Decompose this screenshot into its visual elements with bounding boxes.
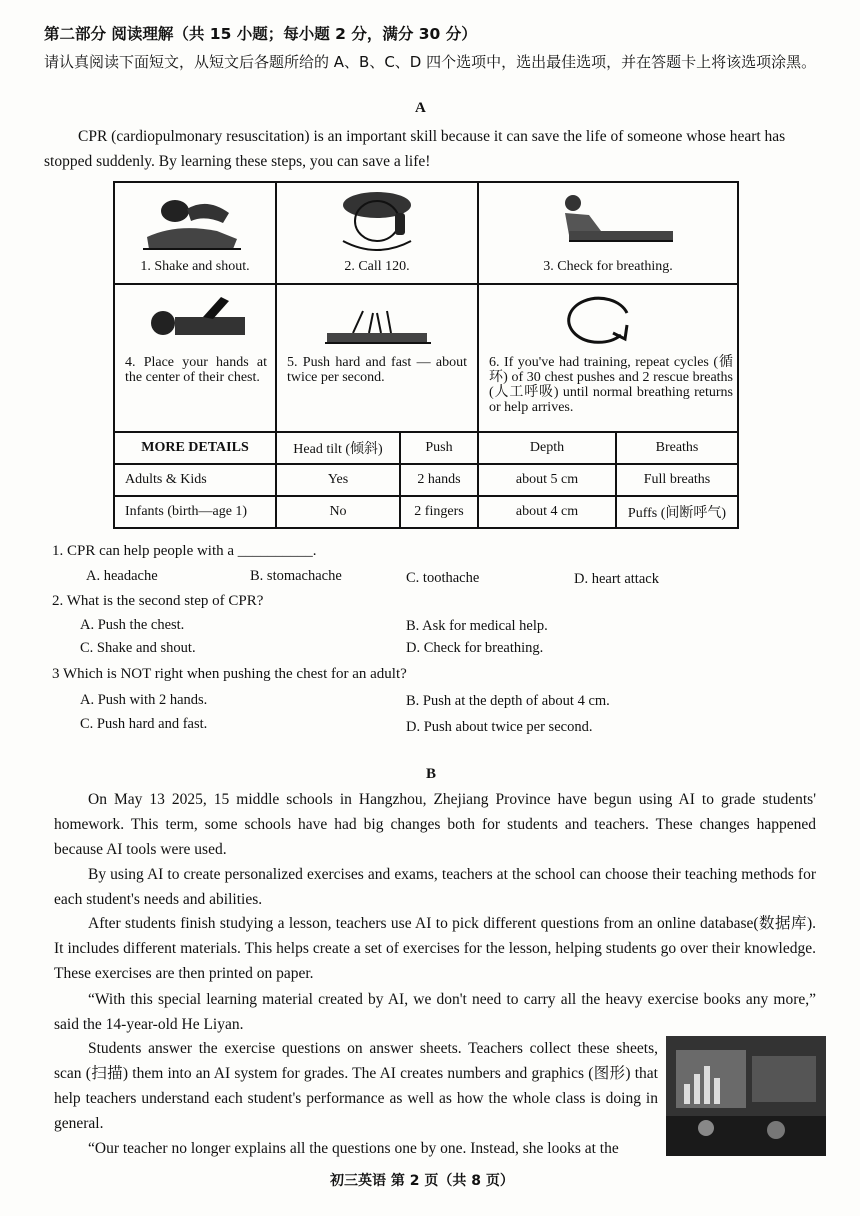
option: A. Push the chest.: [80, 617, 185, 633]
step-cell-4: [114, 284, 276, 432]
step-cell-2: [276, 182, 478, 284]
step-cell-6: [478, 284, 738, 432]
table-cell: 2 hands: [400, 464, 478, 496]
step-label-1: 1. Shake and shout.: [140, 259, 250, 274]
option: B. stomachache: [250, 568, 342, 584]
table-cell: about 5 cm: [478, 464, 616, 496]
table-cell: Adults & Kids: [114, 464, 276, 496]
question-stem: 1. CPR can help people with a __________.: [52, 543, 317, 559]
question-stem: 3 Which is NOT right when pushing the chest for an adult?: [52, 666, 407, 682]
paragraph: By using AI to create personalized exercises and exams, teachers at the school can choose their teaching methods for each student's needs and abilities.: [54, 866, 816, 908]
page-footer: 初三英语 第 2 页（共 8 页）: [330, 1173, 514, 1189]
details-header-cell: Depth: [478, 432, 616, 464]
table-cell: Full breaths: [616, 464, 738, 496]
table-row: [114, 496, 738, 528]
table-cell: Puffs (间断呼气): [616, 496, 738, 528]
table-cell: Infants (birth—age 1): [114, 496, 276, 528]
option: C. Shake and shout.: [80, 640, 196, 656]
option: A. headache: [86, 568, 158, 584]
step-label-6: 6. If you've had training, repeat cycles (循环) of 30 chest pushes and 2 rescue breaths (人工呼吸) until normal breathing returns or help arrives.: [489, 355, 733, 415]
table-cell: 2 fingers: [400, 496, 478, 528]
details-header-cell: Breaths: [616, 432, 738, 464]
paragraph: On May 13 2025, 15 middle schools in Hangzhou, Zhejiang Province have begun using AI to grade students' homework. This term, some schools have had big changes both for students and teachers. These changes happened because AI tools were used.: [54, 791, 816, 858]
table-cell: Yes: [276, 464, 400, 496]
paragraph: After students finish studying a lesson, teachers use AI to pick different questions from an online database(数据库). It includes different materials. This helps create a set of exercises for the lesson, helping students go over their knowledge. These exercises are then printed on paper.: [54, 915, 816, 982]
passage-b-label: B: [426, 766, 437, 782]
details-header-cell: Head tilt (倾斜): [276, 432, 400, 464]
step-label-2: 2. Call 120.: [344, 259, 410, 274]
ai-classroom-photo: [666, 1036, 826, 1156]
table-cell: No: [276, 496, 400, 528]
option: C. Push hard and fast.: [80, 716, 208, 732]
shake-person-icon: [137, 191, 247, 253]
question-stem: 2. What is the second step of CPR?: [52, 593, 264, 609]
phone-call-icon: [329, 189, 429, 251]
cpr-steps-table: [113, 181, 739, 529]
paragraph: Students answer the exercise questions on answer sheets. Teachers collect these sheets, scan (扫描) them into an AI system for grades. The AI creates numbers and graphics (图形) that help teachers understand each student's performance as well as how the whole class is doing in general.: [54, 1040, 658, 1132]
step-cell-5: [276, 284, 478, 432]
details-header-row: [114, 432, 738, 464]
option: A. Push with 2 hands.: [80, 692, 208, 708]
step-label-3: 3. Check for breathing.: [543, 259, 673, 274]
option: D. Push about twice per second.: [406, 719, 593, 735]
step-label-5: 5. Push hard and fast — about twice per second.: [287, 355, 467, 385]
chest-push-icon: [323, 307, 433, 349]
table-cell: about 4 cm: [478, 496, 616, 528]
option: C. toothache: [406, 570, 480, 586]
passage-a-label: A: [415, 100, 426, 116]
option: D. heart attack: [574, 571, 659, 587]
check-breathing-icon: [549, 191, 679, 247]
paragraph: “With this special learning material created by AI, we don't need to carry all the heavy exercise books any more,” said the 14-year-old He Liyan.: [54, 991, 816, 1033]
details-header-cell: MORE DETAILS: [114, 432, 276, 464]
option: B. Push at the depth of about 4 cm.: [406, 693, 610, 709]
instructions: 请认真阅读下面短文，从短文后各题所给的 A、B、C、D 四个选项中，选出最佳选项，并在答题卡上将该选项涂黑。: [44, 53, 817, 71]
passage-a-intro: CPR (cardiopulmonary resuscitation) is an important skill because it can save the life of someone whose heart has stopped suddenly. By learning these steps, you can save a life!: [44, 128, 786, 170]
step-cell-1: [114, 182, 276, 284]
option: D. Check for breathing.: [406, 640, 544, 656]
repeat-cycle-icon: [551, 293, 643, 349]
step-label-4: 4. Place your hands at the center of their chest.: [125, 355, 267, 385]
hands-on-chest-icon: [143, 293, 253, 343]
paragraph: “Our teacher no longer explains all the questions one by one. Instead, she looks at the: [88, 1140, 619, 1157]
part-title: 第二部分 阅读理解（共 15 小题；每小题 2 分，满分 30 分）: [44, 25, 477, 43]
table-row: [114, 464, 738, 496]
option: B. Ask for medical help.: [406, 618, 548, 634]
details-header-cell: Push: [400, 432, 478, 464]
step-cell-3: [478, 182, 738, 284]
